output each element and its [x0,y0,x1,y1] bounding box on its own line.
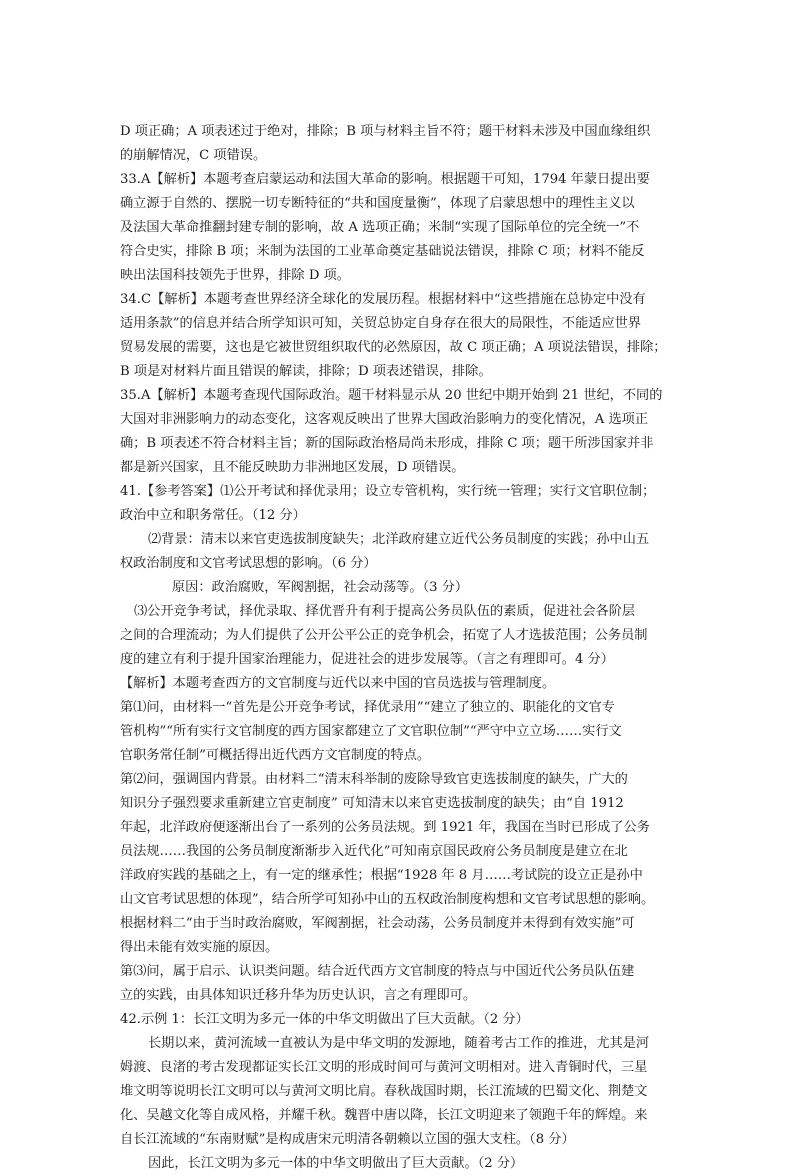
text-line: 知识分子强烈要求重新建立官吏制度” 可知清末以来官吏选拔制度的缺失；由“自 1912 [120,796,624,811]
text-line: 确立源于自然的、摆脱一切专断特征的“共和国度量衡”，体现了启蒙思想中的理性主义以 [120,196,635,211]
text-line: 员法规……我国的公务员制度渐渐步入近代化”可知南京国民政府公务员制度是建立在北 [120,844,628,859]
text-line: 贸易发展的需要，这也是它被世贸组织取代的必然原因，故 C 项正确；A 项说法错误，排除； [120,340,667,355]
answer-document [120,120,674,1176]
text-line: 35.A【解析】本题考查现代国际政治。题干材料显示从 20 世纪中期开始到 21 世纪，不同的 [120,388,663,403]
text-line: 化、吴越文化等自成风格，并耀千秋。魏晋中唐以降，长江文明迎来了领跑千年的辉煌。来 [120,1108,648,1123]
text-line: 及法国大革命推翻封建专制的影响，故 A 选项正确；米制“实现了国际单位的完全统一”不 [120,220,640,235]
text-line: 映出法国科技领先于世界，排除 D 项。 [120,268,350,283]
text-line: 的崩解情况，C 项错误。 [120,148,267,163]
text-line: ⑶公开竞争考试，择优录取、择优晋升有利于提高公务员队伍的素质，促进社会各阶层 [134,604,636,619]
text-line: 政治中立和职务常任。（12 分） [120,508,306,523]
text-line: 之间的合理流动；为人们提供了公开公平公正的竞争机会，拓宽了人才选拔范围；公务员制 [120,628,648,643]
text-line: 第⑴问，由材料一“首先是公开竞争考试，择优录用”“建立了独立的、职能化的文官专 [120,700,615,715]
text-line: 因此，长江文明为多元一体的中华文明做出了巨大贡献。（2 分） [148,1156,524,1171]
text-line: 原因：政治腐败，军阀割据，社会动荡等。（3 分） [172,580,469,595]
text-line: 年起，北洋政府便逐渐出台了一系列的公务员法规。到 1921 年，我国在当时已形成了公务 [120,820,650,835]
text-line: 33.A【解析】本题考查启蒙运动和法国大革命的影响。根据题干可知，1794 年蒙日提出要 [120,172,650,187]
text-line: 适用条款”的信息并结合所学知识可知，关贸总协定自身存在很大的局限性，不能适应世界 [120,316,642,331]
text-line: 度的建立有利于提升国家治理能力，促进社会的进步发展等。（言之有理即可。4 分） [120,652,614,667]
text-line: 权政治制度和文官考试思想的影响。（6 分） [120,556,377,571]
text-line: 长期以来，黄河流域一直被认为是中华文明的发源地，随着考古工作的推进，尤其是河 [148,1036,650,1051]
text-line: D 项正确；A 项表述过于绝对，排除；B 项与材料主旨不符；题干材料未涉及中国血缘组织 [120,124,651,139]
text-line: 都是新兴国家，且不能反映助力非洲地区发展，D 项错误。 [120,460,465,475]
text-line: 堆文明等说明长江文明可以与黄河文明比肩。春秋战国时期，长江流域的巴蜀文化、荆楚文 [120,1084,648,1099]
text-line: 第⑶问，属于启示、认识类问题。结合近代西方文官制度的特点与中国近代公务员队伍建 [120,964,635,979]
text-line: 根据材料二“由于当时政治腐败，军阀割据，社会动荡，公务员制度并未得到有效实施”可 [120,916,635,931]
text-line: 洋政府实践的基础之上，有一定的继承性；根据“1928 年 8 月……考试院的设立正是孙中 [120,868,643,883]
text-line: 确；B 项表述不符合材料主旨；新的国际政治格局尚未形成，排除 C 项；题干所涉国家并非 [120,436,654,451]
text-line: B 项是对材料片面且错误的解读，排除；D 项表述错误，排除。 [120,364,492,379]
text-line: 大国对非洲影响力的动态变化，这客观反映出了世界大国政治影响力的变化情况，A 选项正 [120,412,649,427]
text-line: 姆渡、良渚的考古发现都证实长江文明的形成时间可与黄河文明相对。进入青铜时代，三星 [120,1060,648,1075]
text-line: 管机构”“所有实行文官制度的西方国家都建立了文官职位制”“严守中立立场……实行文 [120,724,622,739]
text-line: 官职务常任制”可概括得出近代西方文官制度的特点。 [120,748,431,763]
text-line: 41.【参考答案】⑴公开考试和择优录用；设立专管机构，实行统一管理；实行文官职位制； [120,484,656,499]
text-line: ⑵背景：清末以来官吏选拔制度缺失；北洋政府建立近代公务员制度的实践；孙中山五 [148,532,650,547]
text-line: 自长江流域的“东南财赋”是构成唐宋元明清各朝赖以立国的强大支柱。（8 分） [120,1132,575,1147]
text-line: 得出未能有效实施的原因。 [120,940,279,955]
text-line: 立的实践，由具体知识迁移升华为历史认识，言之有理即可。 [120,988,477,1003]
text-line: 34.C【解析】本题考查世界经济全球化的发展历程。根据材料中“这些措施在总协定中没有 [120,292,646,307]
text-line: 【解析】本题考查西方的文官制度与近代以来中国的官员选拔与管理制度。 [120,676,556,691]
text-line: 符合史实，排除 B 项；米制为法国的工业革命奠定基础说法错误，排除 C 项；材料不能反 [120,244,645,259]
text-line: 42.示例 1：长江文明为多元一体的中华文明做出了巨大贡献。（2 分） [120,1012,529,1027]
text-line: 山文官考试思想的体现”，结合所学可知孙中山的五权政治制度构想和文官考试思想的影响。 [120,892,655,907]
text-line: 第⑵问，强调国内背景。由材料二“清末科举制的废除导致官吏选拔制度的缺失，广大的 [120,772,628,787]
